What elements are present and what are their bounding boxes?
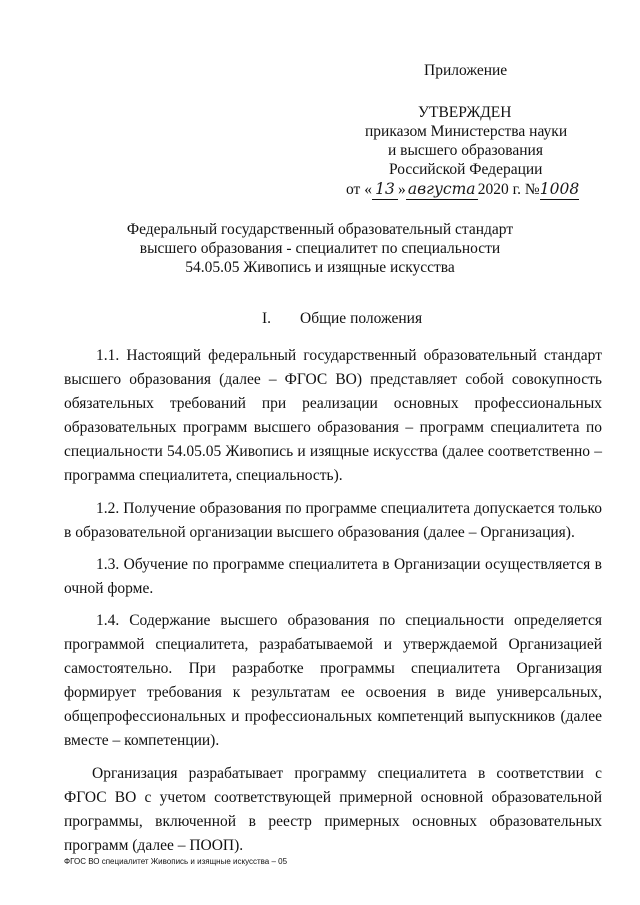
order-line-3: Российской Федерации	[389, 161, 543, 178]
section-number: I.	[262, 310, 272, 327]
paragraph-organization: Организация разрабатывает программу специалитета в соответствии с ФГОС ВО с учетом соответствующей примерной основной образовательной программы, включенной в реестр примерных основных образовательных программ (далее – ПООП).	[64, 764, 602, 854]
approved-label: УТВЕРЖДЕН	[418, 104, 512, 121]
order-line-1: приказом Министерства науки	[365, 123, 568, 140]
section-name: Общие положения	[300, 310, 423, 327]
page-footer: ФГОС ВО специалитет Живопись и изящные искусства – 05	[64, 857, 288, 866]
title-line-1: Федеральный государственный образовательный стандарт	[126, 221, 514, 238]
date-prefix: от «	[346, 181, 372, 198]
date-month: августа	[407, 180, 476, 198]
title-line-2: высшего образования - специалитет по специальности	[139, 240, 501, 257]
order-line-2: и высшего образования	[388, 142, 543, 159]
date-mid: »	[397, 181, 406, 198]
order-date-line	[346, 180, 579, 200]
paragraph-1-1: 1.1. Настоящий федеральный государственный образовательный стандарт высшего образования (далее – ФГОС ВО) представляет собой совокупность обязательных требований при реализации основных профессиональных образовательных программ высшего образования – программ специалитета по специальности 54.05.05 Живопись и изящные искусства (далее соответственно – программа специалитета, специальность).	[64, 347, 602, 485]
paragraph-1-4: 1.4. Содержание высшего образования по специальности определяется программой специалитета, разрабатываемой и утверждаемой Организацией самостоятельно. При разработке программы специалитета Организация формирует требования к результатам ее освоения в виде универсальных, общепрофессиональных и профессиональных компетенций выпускников (далее вместе – компетенции).	[64, 611, 602, 750]
paragraph-1-3: 1.3. Обучение по программе специалитета в Организации осуществляется в очной форме.	[64, 555, 602, 597]
date-year: 2020 г. №	[477, 181, 540, 198]
order-number: 1008	[539, 180, 580, 198]
title-line-3: 54.05.05 Живопись и изящные искусства	[185, 259, 455, 276]
paragraph-1-2: 1.2. Получение образования по программе специалитета допускается только в образовательной организации высшего образования (далее – Организация).	[64, 499, 602, 541]
appendix-label: Приложение	[424, 62, 508, 79]
date-day: 13	[375, 180, 395, 198]
document-title	[0, 220, 640, 277]
document-body	[64, 344, 602, 866]
